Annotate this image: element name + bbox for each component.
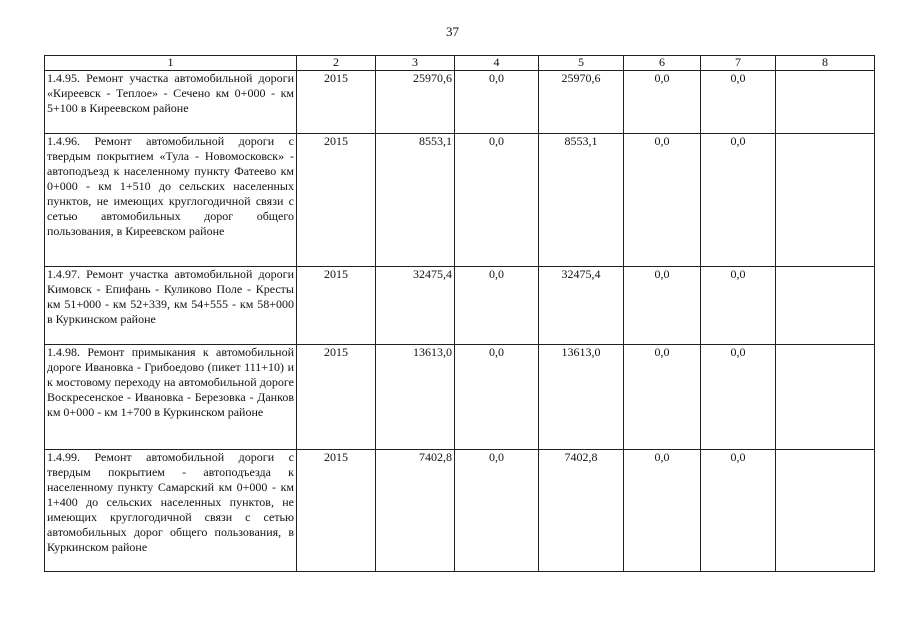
row-col7: 0,0 (701, 134, 776, 267)
row-col3: 32475,4 (376, 267, 455, 345)
row-col5: 7402,8 (539, 450, 624, 572)
row-col7: 0,0 (701, 450, 776, 572)
column-header: 6 (624, 56, 701, 71)
row-col5: 13613,0 (539, 345, 624, 450)
row-col4: 0,0 (455, 71, 539, 134)
row-year: 2015 (297, 267, 376, 345)
table-row (45, 134, 875, 267)
row-col5: 32475,4 (539, 267, 624, 345)
column-header: 8 (776, 56, 875, 71)
row-col3: 13613,0 (376, 345, 455, 450)
row-description: 1.4.96. Ремонт автомобильной дороги с твердым покрытием «Тула - Новомосковск» - автоподъезд к населенному пункту Фатеево км 0+000 - км 1+510 до сельских населенных пунктов, не имеющих круглогодичной связи с сетью автомобильных дорог общего пользования, в Киреевском районе (45, 134, 297, 267)
row-year: 2015 (297, 71, 376, 134)
row-col6: 0,0 (624, 267, 701, 345)
column-header: 1 (45, 56, 297, 71)
row-col3: 25970,6 (376, 71, 455, 134)
table-row (45, 71, 875, 134)
row-col8 (776, 267, 875, 345)
row-description: 1.4.98. Ремонт примыкания к автомобильной дороге Ивановка - Грибоедово (пикет 111+10) и к мостовому переходу на автомобильной дороге Воскресенское - Ивановка - Березовка - Данков км 0+000 - км 1+700 в Куркинском районе (45, 345, 297, 450)
row-col4: 0,0 (455, 267, 539, 345)
row-description: 1.4.99. Ремонт автомобильной дороги с твердым покрытием - автоподъезда к населенному пункту Самарский км 0+000 - км 1+400 до сельских населенных пунктов, не имеющих круглогодичной связи с сетью автомобильных дорог общего пользования, в Куркинском районе (45, 450, 297, 572)
row-col7: 0,0 (701, 345, 776, 450)
row-col6: 0,0 (624, 71, 701, 134)
table-row (45, 345, 875, 450)
row-col7: 0,0 (701, 267, 776, 345)
row-description: 1.4.95. Ремонт участка автомобильной дороги «Киреевск - Теплое» - Сечено км 0+000 - км 5+100 в Киреевском районе (45, 71, 297, 134)
row-col8 (776, 71, 875, 134)
row-col8 (776, 450, 875, 572)
row-col6: 0,0 (624, 134, 701, 267)
column-header: 5 (539, 56, 624, 71)
row-col4: 0,0 (455, 134, 539, 267)
column-header: 7 (701, 56, 776, 71)
table-row (45, 450, 875, 572)
row-col4: 0,0 (455, 450, 539, 572)
row-col8 (776, 345, 875, 450)
row-year: 2015 (297, 345, 376, 450)
column-header: 3 (376, 56, 455, 71)
column-header: 2 (297, 56, 376, 71)
program-table (44, 55, 875, 572)
row-col3: 8553,1 (376, 134, 455, 267)
row-description: 1.4.97. Ремонт участка автомобильной дороги Кимовск - Епифань - Куликово Поле - Кресты км 51+000 - км 52+339, км 54+555 - км 58+000 в Куркинском районе (45, 267, 297, 345)
row-col5: 25970,6 (539, 71, 624, 134)
row-col4: 0,0 (455, 345, 539, 450)
row-col6: 0,0 (624, 345, 701, 450)
table-row (45, 267, 875, 345)
row-col7: 0,0 (701, 71, 776, 134)
row-col6: 0,0 (624, 450, 701, 572)
row-year: 2015 (297, 450, 376, 572)
row-col5: 8553,1 (539, 134, 624, 267)
column-header: 4 (455, 56, 539, 71)
row-col3: 7402,8 (376, 450, 455, 572)
row-col8 (776, 134, 875, 267)
row-year: 2015 (297, 134, 376, 267)
page-number: 37 (446, 24, 459, 39)
header-row (45, 56, 875, 71)
